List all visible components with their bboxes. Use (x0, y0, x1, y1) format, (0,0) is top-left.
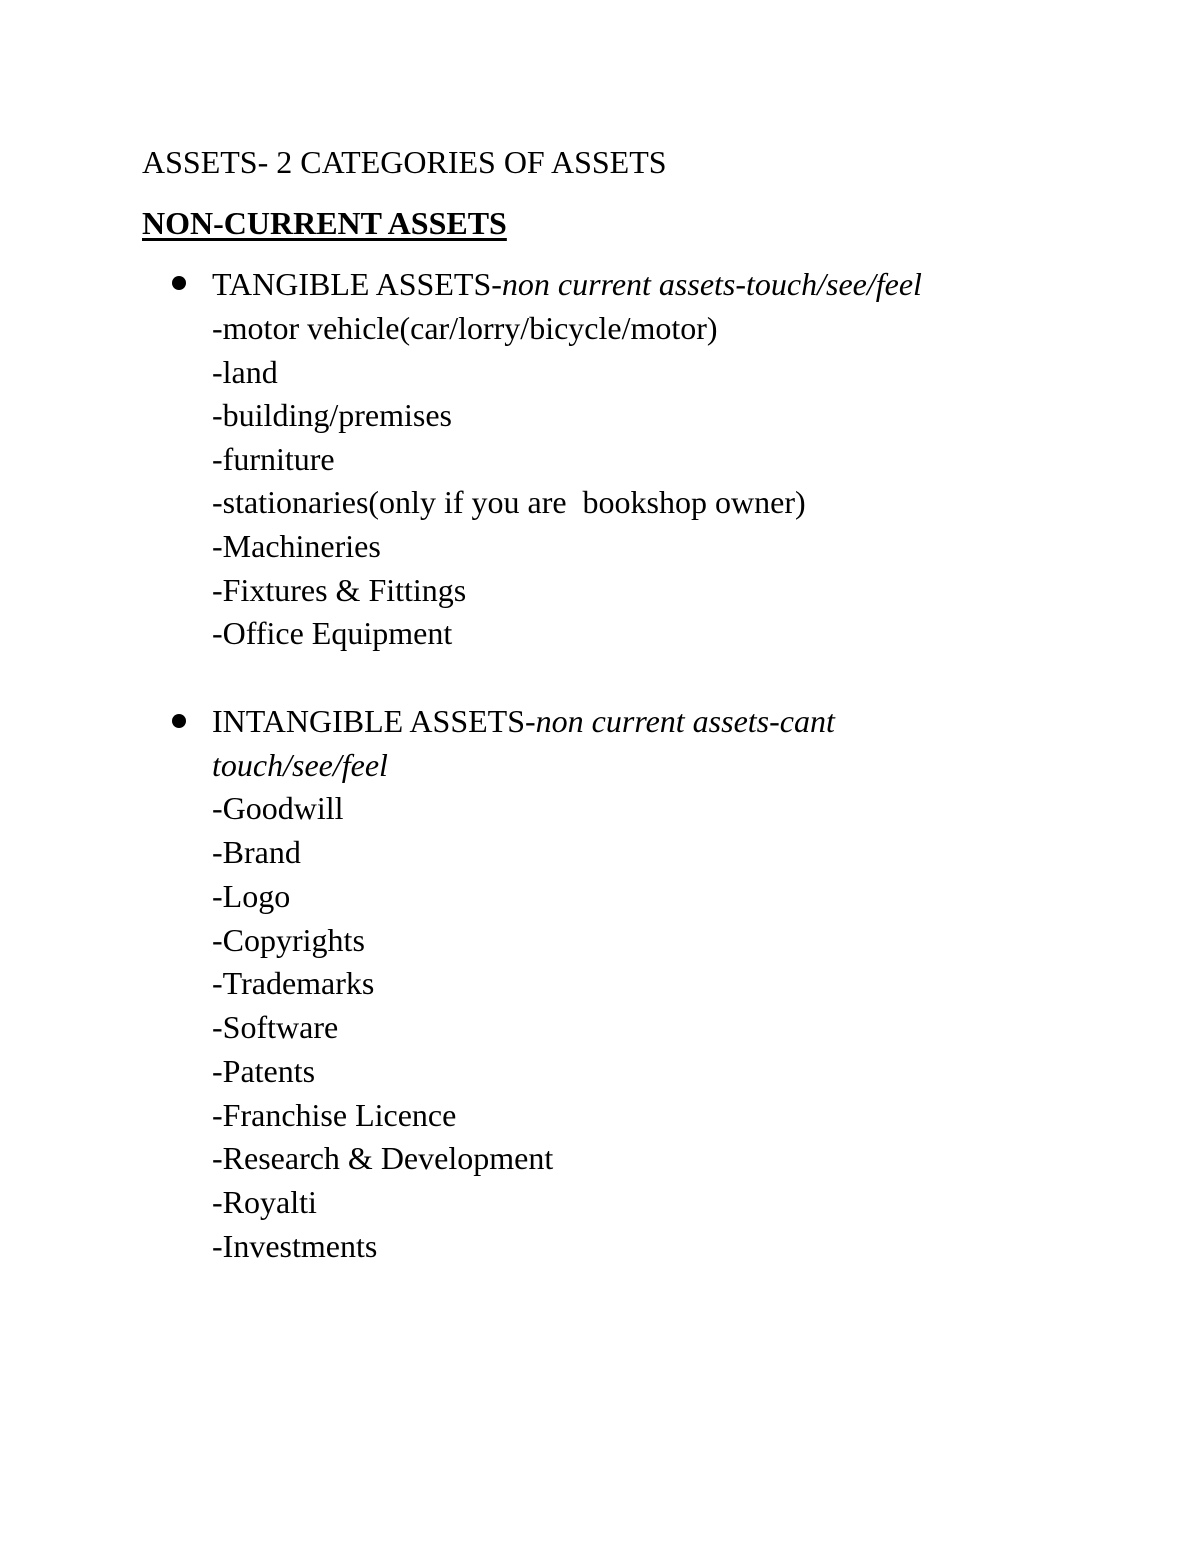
intangible-assets-heading (212, 699, 835, 743)
list-item: -Goodwill (212, 790, 344, 826)
list-item: -Copyrights (212, 922, 365, 958)
tangible-label: TANGIBLE ASSETS- (212, 266, 502, 302)
intangible-description-line2: touch/see/feel (212, 747, 388, 783)
list-item: -furniture (212, 441, 335, 477)
list-item: -Logo (212, 878, 291, 914)
list-item: -Office Equipment (212, 615, 453, 651)
bullet-icon (172, 276, 186, 290)
list-item: -Franchise Licence (212, 1097, 457, 1133)
list-item: -Royalti (212, 1184, 317, 1220)
list-item: -Fixtures & Fittings (212, 572, 467, 608)
list-item: -Investments (212, 1228, 378, 1264)
list-item: -land (212, 354, 278, 390)
intangible-label: INTANGIBLE ASSETS- (212, 703, 536, 739)
tangible-assets-heading (212, 262, 922, 306)
list-item: -Software (212, 1009, 339, 1045)
list-item: -Trademarks (212, 965, 375, 1001)
list-item: -stationaries(only if you are bookshop owner) (212, 484, 806, 520)
intangible-description-line1: non current assets-cant (535, 703, 835, 739)
section-heading: NON-CURRENT ASSETS (142, 205, 507, 241)
tangible-description: non current assets-touch/see/feel (501, 266, 922, 302)
list-item: -Brand (212, 834, 301, 870)
bullet-icon (172, 714, 186, 728)
list-item: -Research & Development (212, 1140, 554, 1176)
list-item: -Machineries (212, 528, 381, 564)
list-item: -motor vehicle(car/lorry/bicycle/motor) (212, 310, 718, 346)
list-item: -Patents (212, 1053, 316, 1089)
list-item: -building/premises (212, 397, 452, 433)
document-title: ASSETS- 2 CATEGORIES OF ASSETS (142, 144, 667, 180)
